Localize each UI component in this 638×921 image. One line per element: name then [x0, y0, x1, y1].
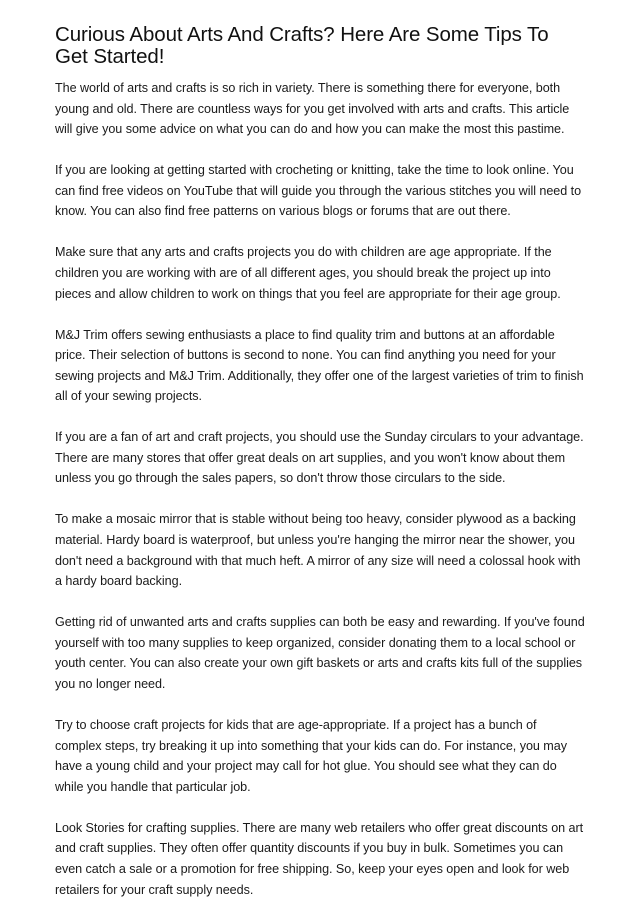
document-title: Curious About Arts And Crafts? Here Are Some Tips To Get Started! — [55, 23, 549, 68]
document-page — [55, 24, 585, 921]
paragraph: If you are a fan of art and craft projects, you should use the Sunday circulars to your advantage. There are many stores that offer great deals on art supplies, and you won't know about them unless you go through the sales papers, so don't throw those circulars to the side. — [55, 430, 584, 486]
paragraph: If you are looking at getting started with crocheting or knitting, take the time to look online. You can find free videos on YouTube that will guide you through the various stitches you will need to know. You can also find free patterns on various blogs or forums that are out there. — [55, 163, 582, 219]
paragraph: To make a mosaic mirror that is stable without being too heavy, consider plywood as a backing material. Hardy board is waterproof, but unless you're hanging the mirror near the shower, you don't need a background with that much heft. A mirror of any size will need a colossal hook with a hardy board backing. — [55, 512, 581, 589]
paragraph: Getting rid of unwanted arts and crafts supplies can both be easy and rewarding. If you've found yourself with too many supplies to keep organized, consider donating them to a local school or youth center. You can also create your own gift baskets or arts and crafts kits full of the supplies you no longer need. — [55, 615, 585, 691]
paragraph: The world of arts and crafts is so rich in variety. There is something there for everyone, both young and old. There are countless ways for you get involved with arts and crafts. This article will give you some advice on what you can do and how you can make the most this pastime. — [55, 81, 570, 137]
paragraph: Try to choose craft projects for kids that are age-appropriate. If a project has a bunch of complex steps, try breaking it up into something that your kids can do. For instance, you may have a young child and your project may call for hot glue. You should see what they can do while you handle that particular job. — [55, 717, 567, 794]
paragraph: Look Stories for crafting supplies. There are many web retailers who offer great discounts on art and craft supplies. They often offer quantity discounts if you buy in bulk. Sometimes you can even catch a sale or a promotion for free shipping. So, keep your eyes open and look for web retailers for your craft supply needs. — [55, 820, 584, 897]
paragraph: M&J Trim offers sewing enthusiasts a place to find quality trim and buttons at an affordable price. Their selection of buttons is second to none. You can find anything you need for your sewing projects and M&J Trim. Additionally, they offer one of the largest varieties of trim to finish all of your sewing projects. — [55, 327, 584, 404]
paragraph: Make sure that any arts and crafts projects you do with children are age appropriate. If the children you are working with are of all different ages, you should break the project up into pieces and allow children to work on things that you feel are appropriate for their age group. — [55, 245, 561, 301]
